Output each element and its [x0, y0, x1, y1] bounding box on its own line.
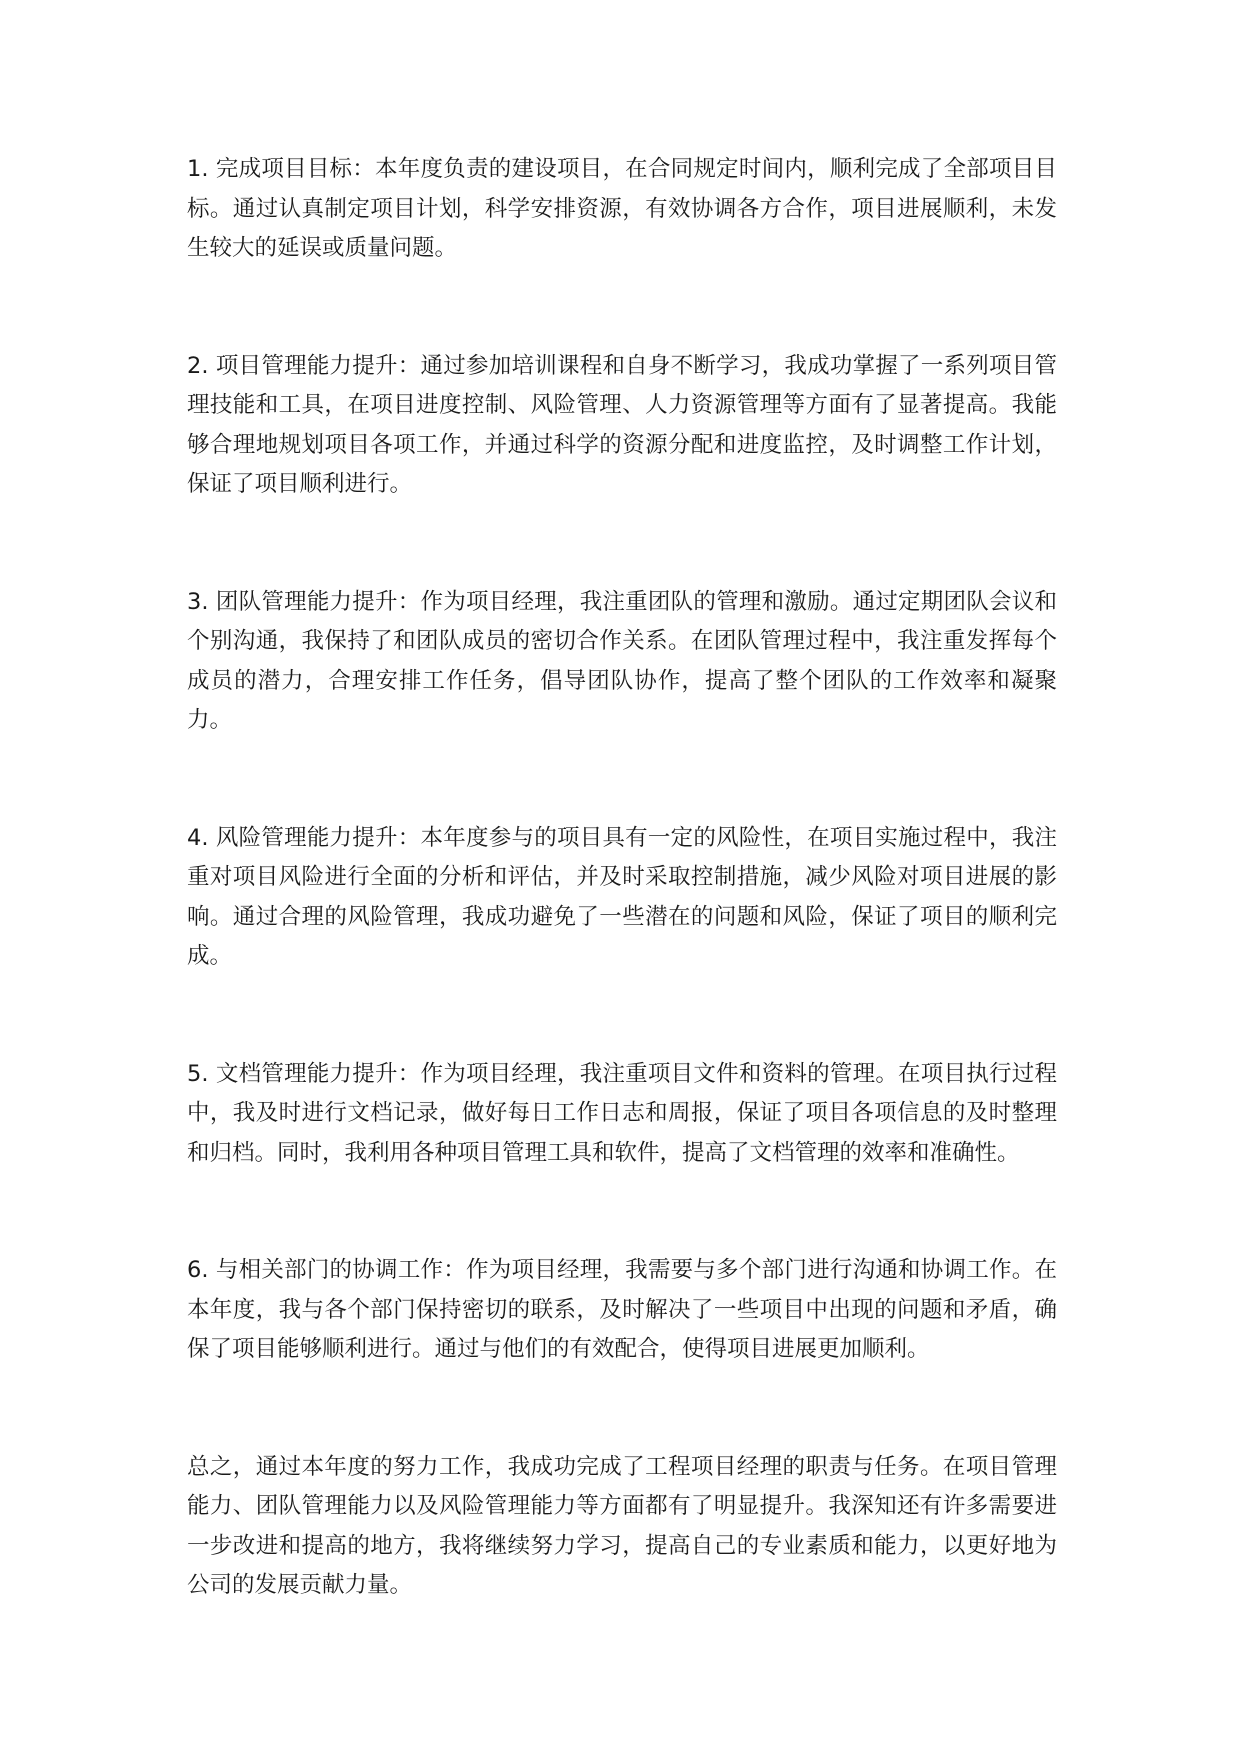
paragraph-risk-management: 4. 风险管理能力提升：本年度参与的项目具有一定的风险性，在项目实施过程中，我注重对项目风险进行全面的分析和评估，并及时采取控制措施，减少风险对项目进展的影响。通过合理的风险管理，我成功避免了一些潜在的问题和风险，保证了项目的顺利完成。: [187, 824, 1057, 969]
paragraph-summary: 总之，通过本年度的努力工作，我成功完成了工程项目经理的职责与任务。在项目管理能力、团队管理能力以及风险管理能力等方面都有了明显提升。我深知还有许多需要进一步改进和提高的地方，我将继续努力学习，提高自己的专业素质和能力，以更好地为公司的发展贡献力量。: [187, 1453, 1057, 1598]
paragraph-document-management: 5. 文档管理能力提升：作为项目经理，我注重项目文件和资料的管理。在项目执行过程中，我及时进行文档记录，做好每日工作日志和周报，保证了项目各项信息的及时整理和归档。同时，我利用各种项目管理工具和软件，提高了文档管理的效率和准确性。: [187, 1060, 1057, 1166]
paragraph-project-management: 2. 项目管理能力提升：通过参加培训课程和自身不断学习，我成功掌握了一系列项目管理技能和工具，在项目进度控制、风险管理、人力资源管理等方面有了显著提高。我能够合理地规划项目各项工作，并通过科学的资源分配和进度监控，及时调整工作计划，保证了项目顺利进行。: [187, 352, 1057, 497]
document-body: [187, 150, 1057, 1684]
paragraph-department-coordination: 6. 与相关部门的协调工作：作为项目经理，我需要与多个部门进行沟通和协调工作。在本年度，我与各个部门保持密切的联系，及时解决了一些项目中出现的问题和矛盾，确保了项目能够顺利进行。通过与他们的有效配合，使得项目进展更加顺利。: [187, 1257, 1057, 1362]
paragraph-team-management: 3. 团队管理能力提升：作为项目经理，我注重团队的管理和激励。通过定期团队会议和个别沟通，我保持了和团队成员的密切合作关系。在团队管理过程中，我注重发挥每个成员的潜力，合理安排工作任务，倡导团队协作，提高了整个团队的工作效率和凝聚力。: [187, 588, 1057, 733]
paragraph-project-goals: 1. 完成项目目标：本年度负责的建设项目，在合同规定时间内，顺利完成了全部项目目标。通过认真制定项目计划，科学安排资源，有效协调各方合作，项目进展顺利，未发生较大的延误或质量问题。: [187, 156, 1057, 261]
